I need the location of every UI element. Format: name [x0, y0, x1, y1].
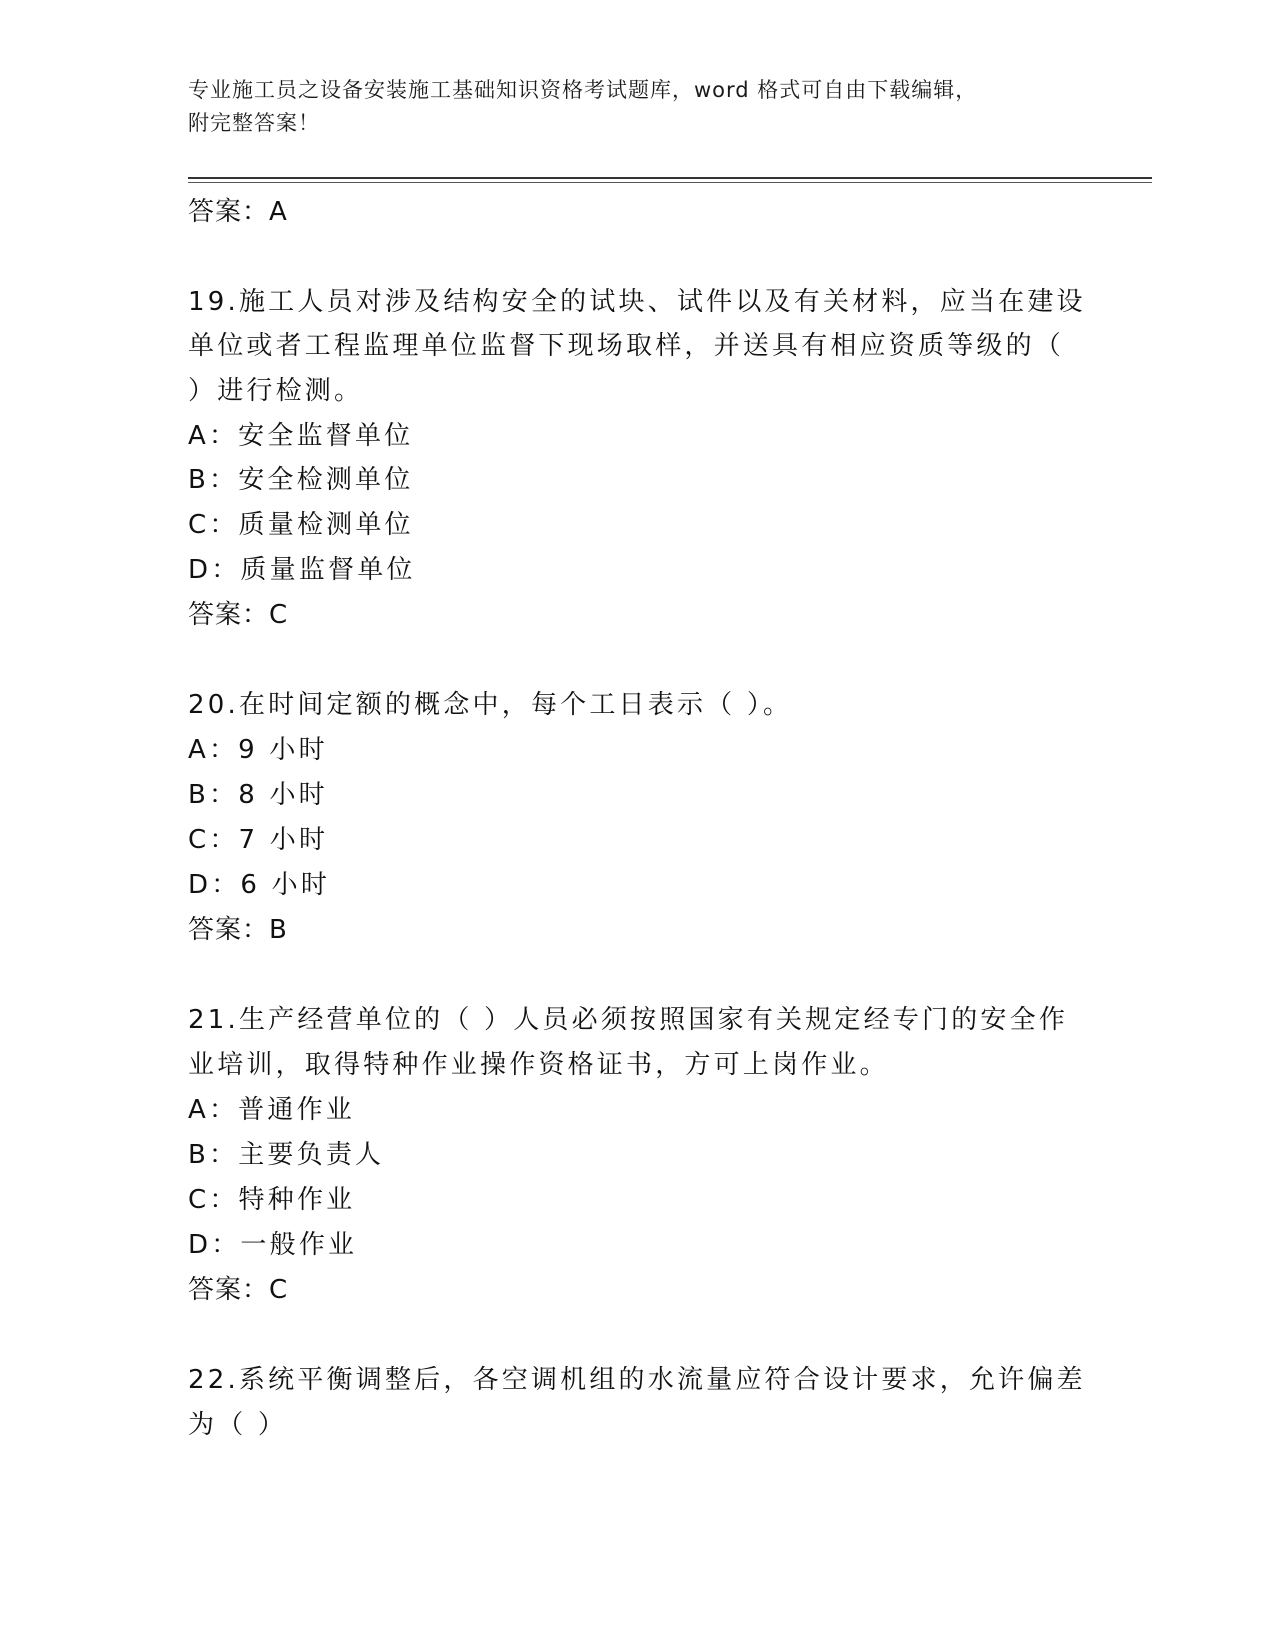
question-21-option-b: B：主要负责人 — [188, 1140, 385, 1170]
question-20-option-c: C：7 小时 — [188, 825, 329, 855]
question-22-line-2: 为（ ） — [188, 1410, 288, 1440]
header-line-2: 附完整答案！ — [188, 111, 320, 135]
header-line-1: 专业施工员之设备安装施工基础知识资格考试题库，word 格式可自由下载编辑， — [188, 78, 978, 102]
question-19-option-b: B：安全检测单位 — [188, 465, 414, 495]
question-20-option-d: D：6 小时 — [188, 870, 331, 900]
question-21-answer: 答案：C — [188, 1275, 289, 1305]
question-19-option-a: A：安全监督单位 — [188, 421, 414, 451]
question-19-line-3: ）进行检测。 — [188, 376, 364, 406]
header-divider — [188, 177, 1152, 179]
question-21-option-c: C：特种作业 — [188, 1185, 356, 1215]
question-22-line-1: 22.系统平衡调整后，各空调机组的水流量应符合设计要求，允许偏差 — [188, 1365, 1086, 1395]
question-21-option-a: A：普通作业 — [188, 1095, 355, 1125]
question-20-line-1: 20.在时间定额的概念中，每个工日表示（ ）。 — [188, 690, 793, 720]
document-header — [188, 74, 1088, 140]
question-21-line-2: 业培训，取得特种作业操作资格证书，方可上岗作业。 — [188, 1050, 889, 1080]
question-19-option-d: D：质量监督单位 — [188, 555, 416, 585]
question-19-option-c: C：质量检测单位 — [188, 510, 414, 540]
question-21-line-1: 21.生产经营单位的（ ）人员必须按照国家有关规定经专门的安全作 — [188, 1005, 1069, 1035]
question-20-option-a: A：9 小时 — [188, 735, 328, 765]
question-19-answer: 答案：C — [188, 600, 289, 630]
question-19-line-1: 19.施工人员对涉及结构安全的试块、试件以及有关材料，应当在建设 — [188, 287, 1086, 317]
question-20-answer: 答案：B — [188, 915, 288, 945]
previous-answer: 答案：A — [188, 197, 288, 227]
header-divider-thin — [188, 182, 1152, 183]
question-19-line-2: 单位或者工程监理单位监督下现场取样，并送具有相应资质等级的（ — [188, 331, 1065, 361]
question-21-option-d: D：一般作业 — [188, 1230, 358, 1260]
question-20-option-b: B：8 小时 — [188, 780, 328, 810]
